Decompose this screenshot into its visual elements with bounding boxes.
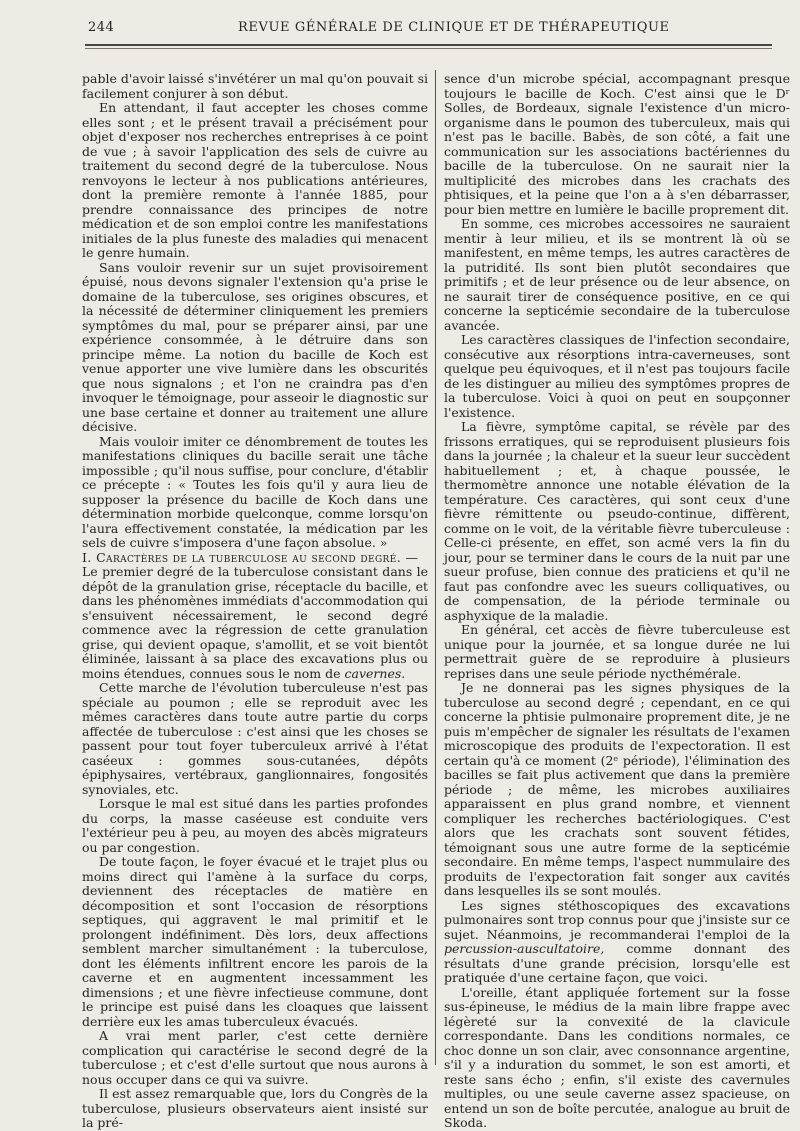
paragraph-text: Le premier degré de la tuberculose consistant dans le dépôt de la granulation grise, réceptacle du bacille, et dans les phénomènes immédiats d'accommodation qui s'ensuivent nécessairement, le second degré commence avec la régression de cette granulation grise, qui devient opaque, s'amollit, et se voit bientôt éliminée, laissant à sa place des excavations plus ou moins étendues, connues sous le nom de	[82, 564, 428, 681]
paragraph-text: Les signes stéthoscopiques des excavations pulmonaires sont trop connus pour que j'insiste sur ce sujet. Néanmoins, je recommanderai l'emploi de la	[444, 897, 790, 942]
paragraph: Sans vouloir revenir sur un sujet provisoirement épuisé, nous devons signaler l'extension qu'a prise le domaine de la tuberculose, ses origines obscures, et la nécessité de déterminer cliniquement les premiers symptômes du mal, pour se préparer ainsi, par une expérience consommée, à le détruire dans son principe même. La notion du bacille de Koch est venue apporter une vive lumière dans les obscurités que nous signalons ; et l'on ne craindra pas d'en invoquer le témoignage, pour asseoir le diagnostic sur une base certaine et donner au traitement une allure décisive.	[82, 259, 428, 434]
italic-term: percussion-auscultatoire,	[444, 941, 605, 956]
paragraph: En attendant, il faut accepter les choses comme elles sont ; et le présent travail a précisément pour objet d'exposer nos recherches entreprises à ce point de vue ; à savoir l'application des sels de cuivre au traitement du second degré de la tuberculose. Nous renvoyons le lecteur à nos publications antérieures, dont la première remonte à l'année 1885, pour prendre connaissance des principes de notre médication et de son emploi contre les manifestations initiales de la plus funeste des maladies qui menacent le genre humain.	[82, 100, 428, 260]
paragraph: A vrai ment parler, c'est cette dernière complication qui caractérise le second degré de la tuberculose ; et c'est d'elle surtout que nous aurons à nous occuper dans ce qui va suivre.	[82, 1028, 428, 1087]
paragraph	[444, 899, 790, 986]
paragraph: Je ne donnerai pas les signes physiques de la tuberculose au second degré ; cependant, en ce qui concerne la phtisie pulmonaire proprement dite, je ne puis m'empêcher de signaler les résultats de l'examen microscopique des produits de l'expectoration. Il est certain qu'à ce moment (2ᵉ période), l'élimination des bacilles se fait plus activement que dans la première période ; de même, les microbes auxiliaires apparaissent en plus grand nombre, et viennent compliquer les recherches bactériologiques. C'est alors que les crachats sont souvent fétides, témoignant sous une autre forme de la septicémie secondaire. En même temps, l'aspect nummulaire des produits de l'expectoration fait songer aux cavités dans lesquelles ils se sont moulés.	[444, 680, 790, 898]
paragraph: La fièvre, symptôme capital, se révèle par des frissons erratiques, qui se reproduisent plusieurs fois dans la journée ; la chaleur et la sueur leur succèdent habituellement ; et, à chaque poussée, le thermomètre annonce une notable élévation de la température. Ces caractères, qui sont ceux d'une fièvre rémittente ou pseudo-continue, diffèrent, comme on le voit, de la véritable fièvre tuberculeuse : Celle-ci présente, en effet, son acmé vers la fin du jour, pour se terminer dans le cours de la nuit par une sueur profuse, bien connue des praticiens et qu'il ne faut pas confondre avec les sueurs colliquatives, ou de compensation, de la période terminale ou asphyxique de la maladie.	[444, 419, 790, 623]
left-column	[82, 72, 428, 1131]
section-heading	[82, 551, 428, 566]
paragraph: Cette marche de l'évolution tuberculeuse n'est pas spéciale au poumon ; elle se reproduit avec les mêmes caractères dans toute autre partie du corps affectée de tuberculose : c'est ainsi que les choses se passent pour tout foyer tuberculeux arrivé à l'état caséeux : gommes sous-cutanées, dépôts épiphysaires, vertébraux, ganglionnaires, fongosités synoviales, etc.	[82, 680, 428, 797]
paragraph: pable d'avoir laissé s'invétérer un mal qu'on pouvait si facilement conjurer à son début.	[82, 71, 428, 101]
column-divider	[435, 70, 436, 1065]
paragraph	[82, 565, 428, 681]
section-title: I. Caractères de la tuberculose au second degré. —	[82, 549, 419, 565]
paragraph: De toute façon, le foyer évacué et le trajet plus ou moins direct qui l'amène à la surface du corps, deviennent des réceptacles de matière en décomposition et sont l'occasion de résorptions septiques, qui aggravent le mal primitif et le prolongent indéfiniment. Dès lors, deux affections semblent marcher simultanément : la tuberculose, dont les éléments infiltrent encore les parois de la caverne et en augmentent incessamment les dimensions ; et une fièvre infectieuse commune, dont le principe est puisé dans les cloaques que laissent derrière eux les amas tuberculeux évacués.	[82, 854, 428, 1029]
paragraph: L'oreille, étant appliquée fortement sur la fosse sus-épineuse, le médius de la main libre frappe avec légèreté sur la convexité de la clavicule correspondante. Dans les conditions normales, ce choc donne un son clair, avec consonnance argentine, s'il y a induration du sommet, le son est amorti, et reste sans écho ; enfin, s'il existe des cavernules multiples, ou une seule caverne assez spacieuse, on entend un son de boîte percutée, analogue au bruit de Skoda.	[444, 984, 790, 1130]
page-number: 244	[88, 20, 115, 35]
paragraph: Mais vouloir imiter ce dénombrement de toutes les manifestations cliniques du bacille serait une tâche impossible ; qu'il nous suffise, pour conclure, d'établir ce précepte : « Toutes les fois qu'il y aura lieu de supposer la présence du bacille de Koch dans une détermination morbide quelconque, comme lorsqu'on l'aura effectivement constatée, la médication par les sels de cuivre s'imposera d'une façon absolue. »	[82, 433, 428, 550]
header-rule	[85, 44, 772, 46]
right-column	[444, 72, 790, 1131]
running-header	[88, 20, 770, 42]
paragraph: En somme, ces microbes accessoires ne sauraient mentir à leur milieu, et ils se montrent là où se manifestent, en même temps, les autres caractères de la putridité. Ils sont bien plutôt secondaires que primitifs ; et de leur présence ou de leur absence, on ne saurait tirer de conséquence positive, en ce qui concerne la septicémie secondaire de la tuberculose avancée.	[444, 216, 790, 333]
paragraph: Il est assez remarquable que, lors du Congrès de la tuberculose, plusieurs observateurs aient insisté sur la pré-	[82, 1086, 428, 1130]
paragraph: Lorsque le mal est situé dans les parties profondes du corps, la masse caséeuse est conduite vers l'extérieur peu à peu, au moyen des abcès migrateurs ou par congestion.	[82, 796, 428, 855]
paragraph-text: comme donnant des résultats d'une grande précision, lorsqu'elle est pratiquée d'une certaine façon, que voici.	[444, 941, 790, 985]
journal-title: REVUE GÉNÉRALE DE CLINIQUE ET DE THÉRAPEUTIQUE	[238, 20, 670, 35]
header-rule-thin	[85, 48, 772, 49]
paragraph: En général, cet accès de fièvre tuberculeuse est unique pour la journée, et sa longue durée ne lui permettrait guère de se reproduire à plusieurs reprises dans une seule période nycthémérale.	[444, 622, 790, 681]
paragraph: Les caractères classiques de l'infection secondaire, consécutive aux résorptions intra-caverneuses, sont quelque peu équivoques, et il n'est pas toujours facile de les distinguer au milieu des symptômes propres de la tuberculose. Voici à quoi on peut en soupçonner l'existence.	[444, 332, 790, 420]
paragraph: sence d'un microbe spécial, accompagnant presque toujours le bacille de Koch. C'est ainsi que le Dʳ Solles, de Bordeaux, signale l'existence d'un micro-organisme dans le poumon des tuberculeux, mais qui n'est pas le bacille. Babès, de son côté, a fait une communication sur les associations bactériennes du bacille de la tuberculose. On ne saurait nier la multiplicité des microbes dans les crachats des phtisiques, et la peine que l'on a à s'en débarrasser, pour bien mettre en lumière le bacille proprement dit.	[444, 71, 790, 217]
italic-term: cavernes.	[344, 665, 406, 681]
